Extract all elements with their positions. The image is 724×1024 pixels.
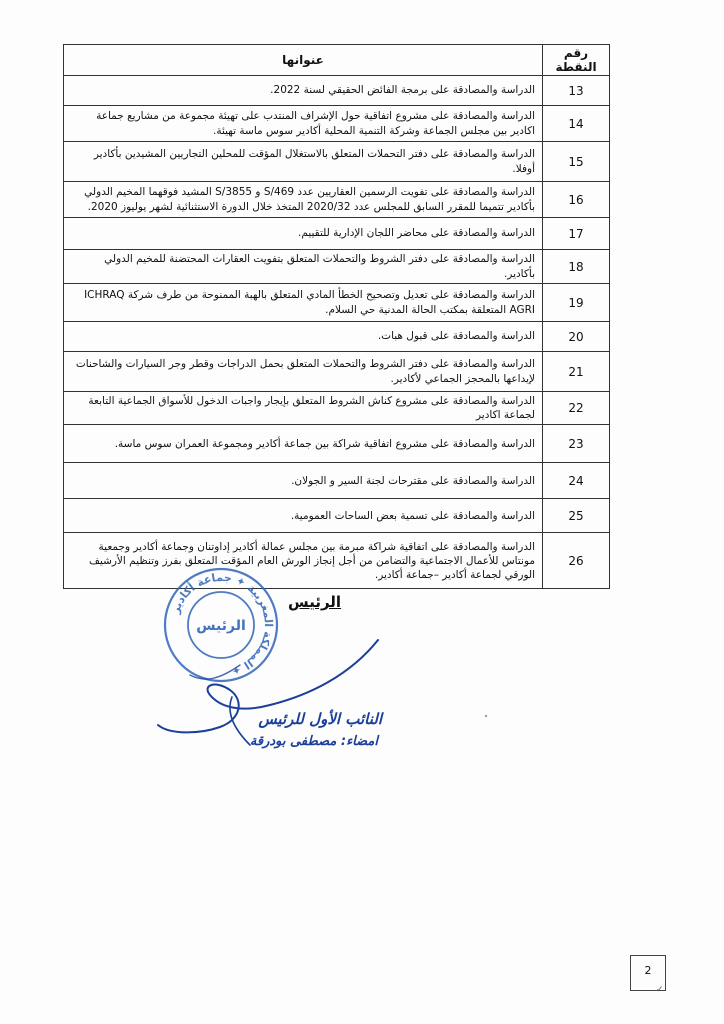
item-title: الدراسة والمصادقة على محاضر اللجان الإدارية للتقييم.: [64, 218, 543, 250]
table-row: [64, 76, 610, 106]
item-number: 13: [543, 76, 610, 106]
item-number: 16: [543, 182, 610, 218]
item-title: الدراسة والمصادقة على تعديل وتصحيح الخطأ المادي المتعلق بالهبة الممنوحة من طرف شركة ICHRAQ AGRI المتعلقة بمكتب الحالة المدنية حي السلام.: [64, 284, 543, 322]
item-number: 25: [543, 499, 610, 533]
svg-text:الرئيس: الرئيس: [196, 618, 246, 634]
deputy-role: النائب الأول للرئيس: [258, 710, 382, 728]
speck: [485, 715, 487, 717]
table-row: [64, 533, 610, 589]
table-row: [64, 392, 610, 425]
item-number: 23: [543, 425, 610, 463]
item-number: 22: [543, 392, 610, 425]
table-row: [64, 499, 610, 533]
item-number: 17: [543, 218, 610, 250]
item-title: الدراسة والمصادقة على دفتر التحملات المتعلق بالاستغلال المؤقت للمحلين التجاريين المشيدين بأكادير أوفلا.: [64, 142, 543, 182]
item-number: 15: [543, 142, 610, 182]
table-row: [64, 106, 610, 142]
table-row: [64, 463, 610, 499]
item-number: 14: [543, 106, 610, 142]
deputy-signed-name: امضاء: مصطفى بودرقة: [249, 734, 378, 749]
president-title: الرئيس: [288, 593, 342, 611]
item-title: الدراسة والمصادقة على تسمية بعض الساحات العمومية.: [64, 499, 543, 533]
table-row: [64, 142, 610, 182]
svg-text:المملكة المغربية ✦ جماعة أكا: المملكة المغربية ✦ جماعة أكادير ✦: [168, 570, 276, 678]
item-title: الدراسة والمصادقة على برمجة الفائض الحقيقي لسنة 2022.: [64, 76, 543, 106]
header-item-number: رقم النقطة: [543, 45, 610, 76]
table-row: [64, 322, 610, 352]
header-item-title: عنوانها: [64, 45, 543, 76]
item-number: 19: [543, 284, 610, 322]
item-title: الدراسة والمصادقة على دفتر الشروط والتحملات المتعلق بحمل الدراجات وقطر وجر السيارات والشاحنات لإيداعها بالمحجز الجماعي لأكادير.: [64, 352, 543, 392]
item-number: 24: [543, 463, 610, 499]
table-row: [64, 218, 610, 250]
table-row: [64, 352, 610, 392]
item-number: 18: [543, 250, 610, 284]
table-row: [64, 182, 610, 218]
corner-mark: ✓: [656, 985, 664, 995]
item-title: الدراسة والمصادقة على مشروع كناش الشروط المتعلق بإيجار واجبات الدخول للأسواق الجماعية التابعة لجماعة اكادير: [64, 392, 543, 425]
table-row: [64, 250, 610, 284]
table-header-row: [64, 45, 610, 76]
item-title: الدراسة والمصادقة على تفويت الرسمين العقاريين عدد 469/S و 3855/S المشيد فوقهما المخيم الدولي بأكادير تتميما للمقرر السابق للمجلس عدد 2020/32 المتخذ خلال الدورة الاستثنائية لشهر يوليوز 2020.: [64, 182, 543, 218]
item-title: الدراسة والمصادقة على دفتر الشروط والتحملات المتعلق بتفويت العقارات المحتضنة للمخيم الدولي بأكادير.: [64, 250, 543, 284]
table-row: [64, 425, 610, 463]
item-number: 26: [543, 533, 610, 589]
table-row: [64, 284, 610, 322]
item-number: 20: [543, 322, 610, 352]
item-title: الدراسة والمصادقة على قبول هبات.: [64, 322, 543, 352]
item-title: الدراسة والمصادقة على مشروع اتفاقية حول الإشراف المنتدب على تهيئة مجموعة من مشاريع جماعة اكادير بين مجلس الجماعة وشركة التنمية المحلية أكادير سوس ماسة تهيئة.: [64, 106, 543, 142]
item-title: الدراسة والمصادقة على اتفاقية شراكة مبرمة بين مجلس عمالة أكادير إداوتنان وجماعة أكادير وجمعية مونتاس للأعمال الاجتماعية والتضامن من أجل إنجاز الورش العام المؤقت المتعلق بفرز وتنظيم الأرشيف الورقي لجماعة أكادير –جماعة أكادير.: [64, 533, 543, 589]
page-number: 2: [644, 964, 652, 977]
agenda-table: [63, 44, 610, 589]
item-title: الدراسة والمصادقة على مقترحات لجنة السير و الجولان.: [64, 463, 543, 499]
item-number: 21: [543, 352, 610, 392]
item-title: الدراسة والمصادقة على مشروع اتفاقية شراكة بين جماعة أكادير ومجموعة العمران سوس ماسة.: [64, 425, 543, 463]
